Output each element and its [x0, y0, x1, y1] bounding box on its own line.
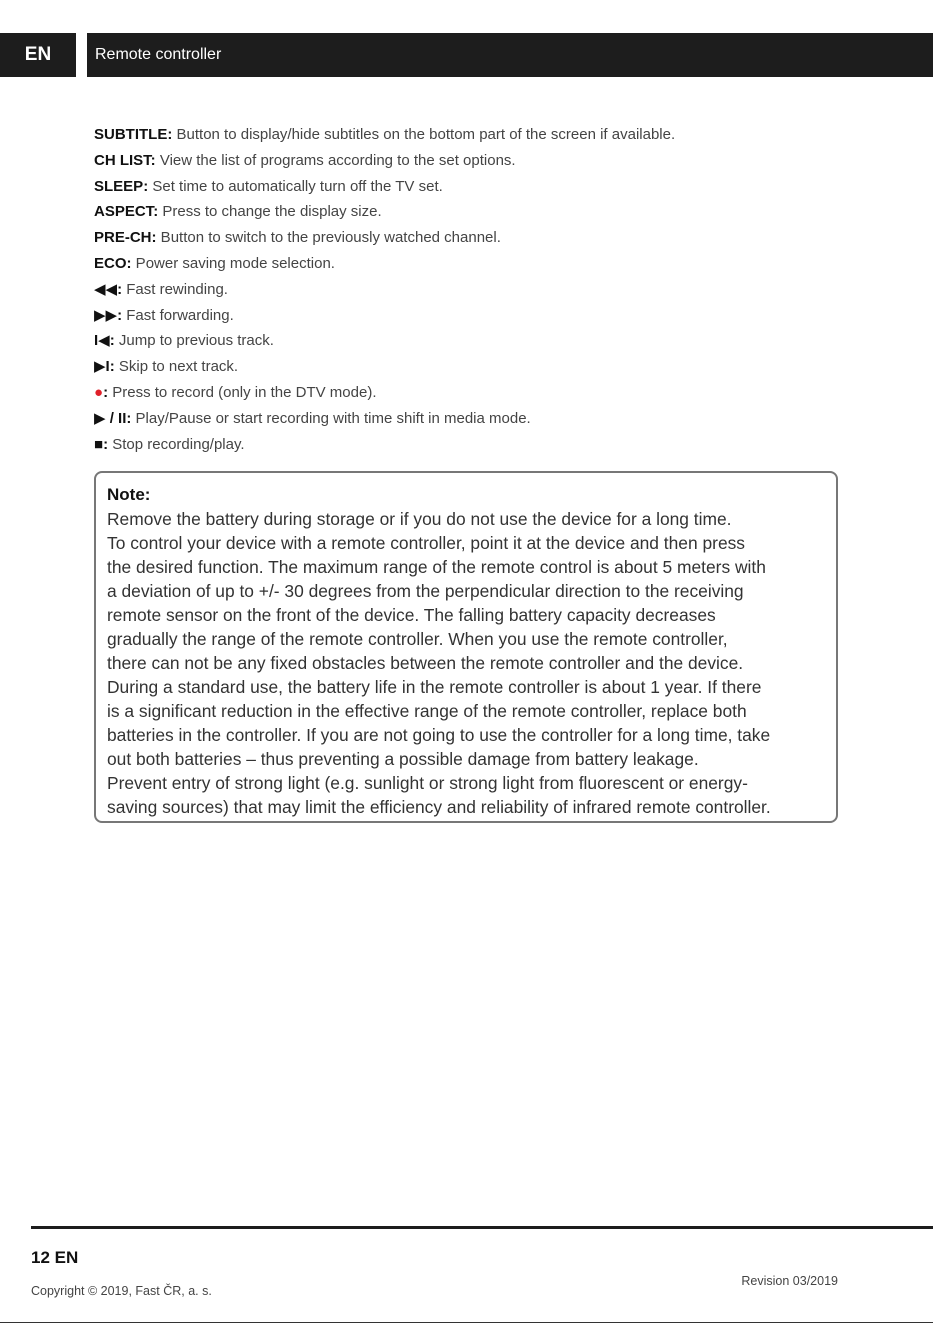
button-description: Skip to next track.: [114, 358, 239, 376]
button-description: Set time to automatically turn off the TV set.: [148, 177, 443, 195]
page-header: [0, 33, 933, 77]
note-box: [94, 471, 838, 823]
key-separator: :: [109, 332, 115, 350]
note-line: Remove the battery during storage or if you do not use the device for a long time.: [107, 509, 732, 529]
note-line: batteries in the controller. If you are not going to use the controller for a long time, take: [107, 725, 771, 745]
button-key-label: SUBTITLE: [94, 126, 168, 143]
note-line: is a significant reduction in the effective range of the remote controller, replace both: [107, 701, 747, 721]
note-line: the desired function. The maximum range of the remote control is about 5 meters with: [107, 557, 766, 577]
description-item: [94, 251, 854, 277]
button-description: Button to switch to the previously watched channel.: [156, 229, 501, 247]
key-separator: :: [109, 358, 115, 376]
key-separator: :: [143, 177, 149, 195]
description-item: [94, 354, 854, 380]
button-description: Stop recording/play.: [108, 435, 245, 453]
note-line: Prevent entry of strong light (e.g. sunlight or strong light from fluorescent or energy-: [107, 773, 748, 793]
button-key-label: ASPECT: [94, 203, 154, 221]
key-separator: :: [103, 435, 109, 453]
description-item: [94, 225, 854, 251]
button-key-label: I◀: [94, 332, 110, 350]
description-item: [94, 148, 854, 174]
note-line: remote sensor on the front of the device. The falling battery capacity decreases: [107, 605, 716, 625]
button-description: Power saving mode selection.: [131, 254, 335, 272]
page-number: 12 EN: [31, 1248, 79, 1267]
button-description: Fast forwarding.: [122, 306, 234, 324]
description-item: [94, 277, 854, 303]
key-separator: :: [126, 409, 132, 427]
button-description: Button to display/hide subtitles on the bottom part of the screen if available.: [172, 126, 676, 143]
copyright-text: Copyright © 2019, Fast ČR, a. s.: [31, 1284, 212, 1298]
key-separator: :: [126, 254, 132, 272]
note-text: [107, 507, 824, 819]
footer-divider: [31, 1226, 933, 1229]
description-item: [94, 122, 854, 148]
key-separator: :: [153, 203, 159, 221]
key-separator: :: [150, 151, 156, 169]
description-item: [94, 432, 854, 458]
button-key-label: ▶ / II: [94, 409, 127, 427]
button-description: Press to change the display size.: [158, 203, 382, 221]
button-description: Jump to previous track.: [114, 332, 274, 350]
page-bottom-divider: [0, 1322, 933, 1323]
button-key-label: ■: [94, 435, 104, 453]
key-separator: :: [117, 280, 123, 298]
button-description: Press to record (only in the DTV mode).: [108, 383, 377, 401]
description-item: [94, 199, 854, 225]
button-description: Play/Pause or start recording with time shift in media mode.: [131, 409, 531, 427]
note-line: there can not be any fixed obstacles between the remote controller and the device.: [107, 653, 744, 673]
description-item: [94, 406, 854, 432]
revision-label: Revision 03/2019: [741, 1274, 838, 1288]
description-item: [94, 380, 854, 406]
button-key-label: SLEEP: [94, 177, 144, 195]
button-key-label: ECO: [94, 254, 127, 272]
note-line: To control your device with a remote controller, point it at the device and then press: [107, 533, 746, 553]
button-description: View the list of programs according to the set options.: [155, 151, 516, 169]
button-key-label: ▶▶: [94, 306, 118, 324]
note-line: a deviation of up to +/- 30 degrees from the perpendicular direction to the receiving: [107, 581, 744, 601]
note-line: saving sources) that may limit the efficiency and reliability of infrared remote controller.: [107, 797, 771, 817]
language-tag: EN: [0, 33, 76, 77]
note-line: gradually the range of the remote controller. When you use the remote controller,: [107, 629, 728, 649]
section-title: Remote controller: [95, 46, 222, 63]
button-key-label: ●: [94, 383, 104, 401]
description-item: [94, 328, 854, 354]
section-title-bar: [87, 33, 933, 77]
button-key-label: ▶I: [94, 358, 110, 376]
description-item: [94, 303, 854, 329]
key-separator: :: [103, 383, 109, 401]
button-description-list: [94, 122, 854, 457]
button-description: Fast rewinding.: [122, 280, 228, 298]
button-key-label: PRE-CH: [94, 229, 152, 247]
button-key-label: CH LIST: [94, 151, 151, 169]
key-separator: :: [151, 229, 157, 247]
note-line: out both batteries – thus preventing a possible damage from battery leakage.: [107, 749, 699, 769]
description-item: [94, 174, 854, 200]
button-key-label: ◀◀: [94, 280, 118, 298]
note-title: Note:: [107, 485, 151, 504]
key-separator: :: [167, 126, 173, 143]
note-line: During a standard use, the battery life in the remote controller is about 1 year. If there: [107, 677, 762, 697]
key-separator: :: [117, 306, 123, 324]
